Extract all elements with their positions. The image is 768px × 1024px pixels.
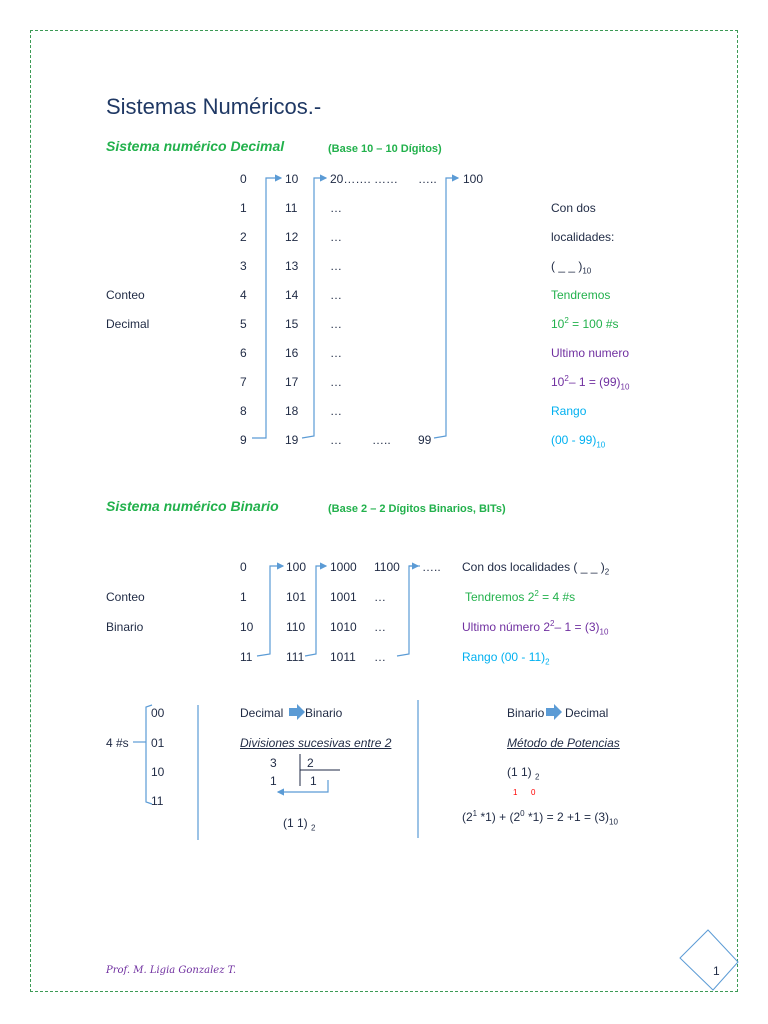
decimal-note: $(00 - 99)_{10}$	[551, 433, 606, 450]
decimal-top-10: 10	[285, 172, 299, 186]
decimal-bottom-99: 99	[418, 433, 432, 447]
binary-cell: 0	[240, 560, 247, 574]
decimal-left-label: Conteo	[106, 288, 145, 302]
decimal-col1-item: 9	[240, 433, 247, 447]
binary-note: Rango $(00 - 11)_2$	[462, 650, 550, 667]
binary-cell: 110	[286, 620, 306, 634]
dec-bin-subtitle: Divisiones sucesivas entre 2	[240, 736, 392, 750]
decimal-col3-item: …	[330, 404, 342, 418]
bin-dec-formula: ($2^1$ $*1) + (2^0$ $*1) = 2 +1 = (3)_{10}$	[462, 809, 618, 827]
decimal-note: $10^2-$ $1 = (99)_{10}$	[551, 374, 630, 392]
dec-bin-result: (1 1) $_2$	[283, 816, 316, 833]
dec-bin-title-a: Decimal	[240, 706, 284, 720]
decimal-col1-item: 5	[240, 317, 247, 331]
decimal-col2-item: 14	[285, 288, 299, 302]
count-label: 4 #s	[106, 736, 129, 750]
binary-cell: 11	[240, 650, 253, 664]
decimal-col3-item: …	[330, 230, 342, 244]
binary-cell: 101	[286, 590, 307, 604]
decimal-note: $10^2 = 100$ #s	[551, 316, 619, 331]
binary-cell: 100	[286, 560, 307, 574]
binary-cell: 1	[240, 590, 247, 604]
decimal-col2-item: 12	[285, 230, 299, 244]
binary-cell: …..	[422, 560, 441, 574]
binary-cell: 1001	[330, 590, 357, 604]
decimal-top-dots: …..	[418, 172, 437, 186]
decimal-note: Con dos	[551, 201, 596, 215]
binary-heading: Sistema numérico Binario	[106, 498, 279, 514]
bin-dec-number: (1 1) $_2$	[507, 765, 540, 782]
decimal-col2-item: 13	[285, 259, 299, 273]
decimal-note: Tendremos	[551, 288, 611, 302]
decimal-note: localidades:	[551, 230, 615, 244]
decimal-col2-item: 18	[285, 404, 299, 418]
division-divisor: 2	[307, 756, 314, 770]
footer-author: Prof. M. Ligia Gonzalez T.	[106, 965, 237, 976]
binary-cell: 1100	[374, 560, 400, 574]
page-number: 1	[713, 964, 720, 978]
decimal-note: Rango	[551, 404, 587, 418]
decimal-bottom-dots: …..	[372, 433, 391, 447]
division-dividend: 3	[270, 756, 277, 770]
decimal-col1-item: 3	[240, 259, 247, 273]
binary-base-note: (Base 2 – 2 Dígitos Binarios, BITs)	[328, 503, 506, 515]
decimal-col1-item: 8	[240, 404, 247, 418]
binary-note: Con dos localidades ( _ _ )$_2$	[462, 560, 610, 577]
decimal-col3-item: …	[330, 433, 342, 447]
binary-note: Tendremos $2^2 = 4$ #s	[465, 589, 576, 604]
bin-dec-title-b: Decimal	[565, 706, 609, 720]
binary-cell: 10	[240, 620, 254, 634]
decimal-col3-item: …	[330, 346, 342, 360]
binary-value: 10	[151, 765, 165, 779]
binary-left-label: Conteo	[106, 590, 145, 604]
decimal-top-0: 0	[240, 172, 247, 186]
decimal-col3-item: …	[330, 375, 342, 389]
division-quotient: 1	[310, 774, 317, 788]
decimal-col2-item: 17	[285, 375, 299, 389]
binary-value: 11	[151, 794, 164, 808]
decimal-col2-item: 15	[285, 317, 299, 331]
decimal-col1-item: 1	[240, 201, 247, 215]
decimal-base-note: (Base 10 – 10 Dígitos)	[328, 143, 442, 155]
decimal-col2-item: 16	[285, 346, 299, 360]
decimal-col1-item: 2	[240, 230, 247, 244]
decimal-top-20: 20……. ……	[330, 172, 399, 186]
bin-dec-subtitle: Método de Potencias	[507, 736, 620, 750]
binary-cell: …	[374, 620, 386, 634]
binary-value: 01	[151, 736, 165, 750]
bin-dec-position: 0	[531, 788, 536, 797]
decimal-col3-item: …	[330, 201, 342, 215]
decimal-note: Ultimo numero	[551, 346, 630, 360]
division-remainder: 1	[270, 774, 277, 788]
decimal-note: ( _ _ )$_{10}$	[551, 259, 592, 276]
binary-cell: …	[374, 590, 386, 604]
decimal-col3-item: …	[330, 259, 342, 273]
decimal-col3-item: …	[330, 317, 342, 331]
decimal-heading: Sistema numérico Decimal	[106, 138, 285, 154]
page-title: Sistemas Numéricos.-	[106, 94, 322, 119]
binary-cell: 1011	[330, 650, 356, 664]
decimal-col1-item: 4	[240, 288, 247, 302]
decimal-left-label: Decimal	[106, 317, 150, 331]
binary-cell: 1000	[330, 560, 357, 574]
decimal-col2-item: 11	[285, 201, 298, 215]
decimal-col3-item: …	[330, 288, 342, 302]
binary-cell: 111	[286, 650, 305, 664]
binary-value: 00	[151, 706, 165, 720]
decimal-top-100: 100	[463, 172, 484, 186]
binary-note: Ultimo número $2^2-$ $1 = (3)_{10}$	[462, 619, 609, 637]
decimal-col1-item: 6	[240, 346, 247, 360]
binary-cell: …	[374, 650, 386, 664]
decimal-col1-item: 7	[240, 375, 247, 389]
dec-bin-title-b: Binario	[305, 706, 343, 720]
bin-dec-title-a: Binario	[507, 706, 545, 720]
decimal-col2-item: 19	[285, 433, 299, 447]
binary-cell: 1010	[330, 620, 357, 634]
bin-dec-position: 1	[513, 788, 518, 797]
binary-left-label: Binario	[106, 620, 144, 634]
